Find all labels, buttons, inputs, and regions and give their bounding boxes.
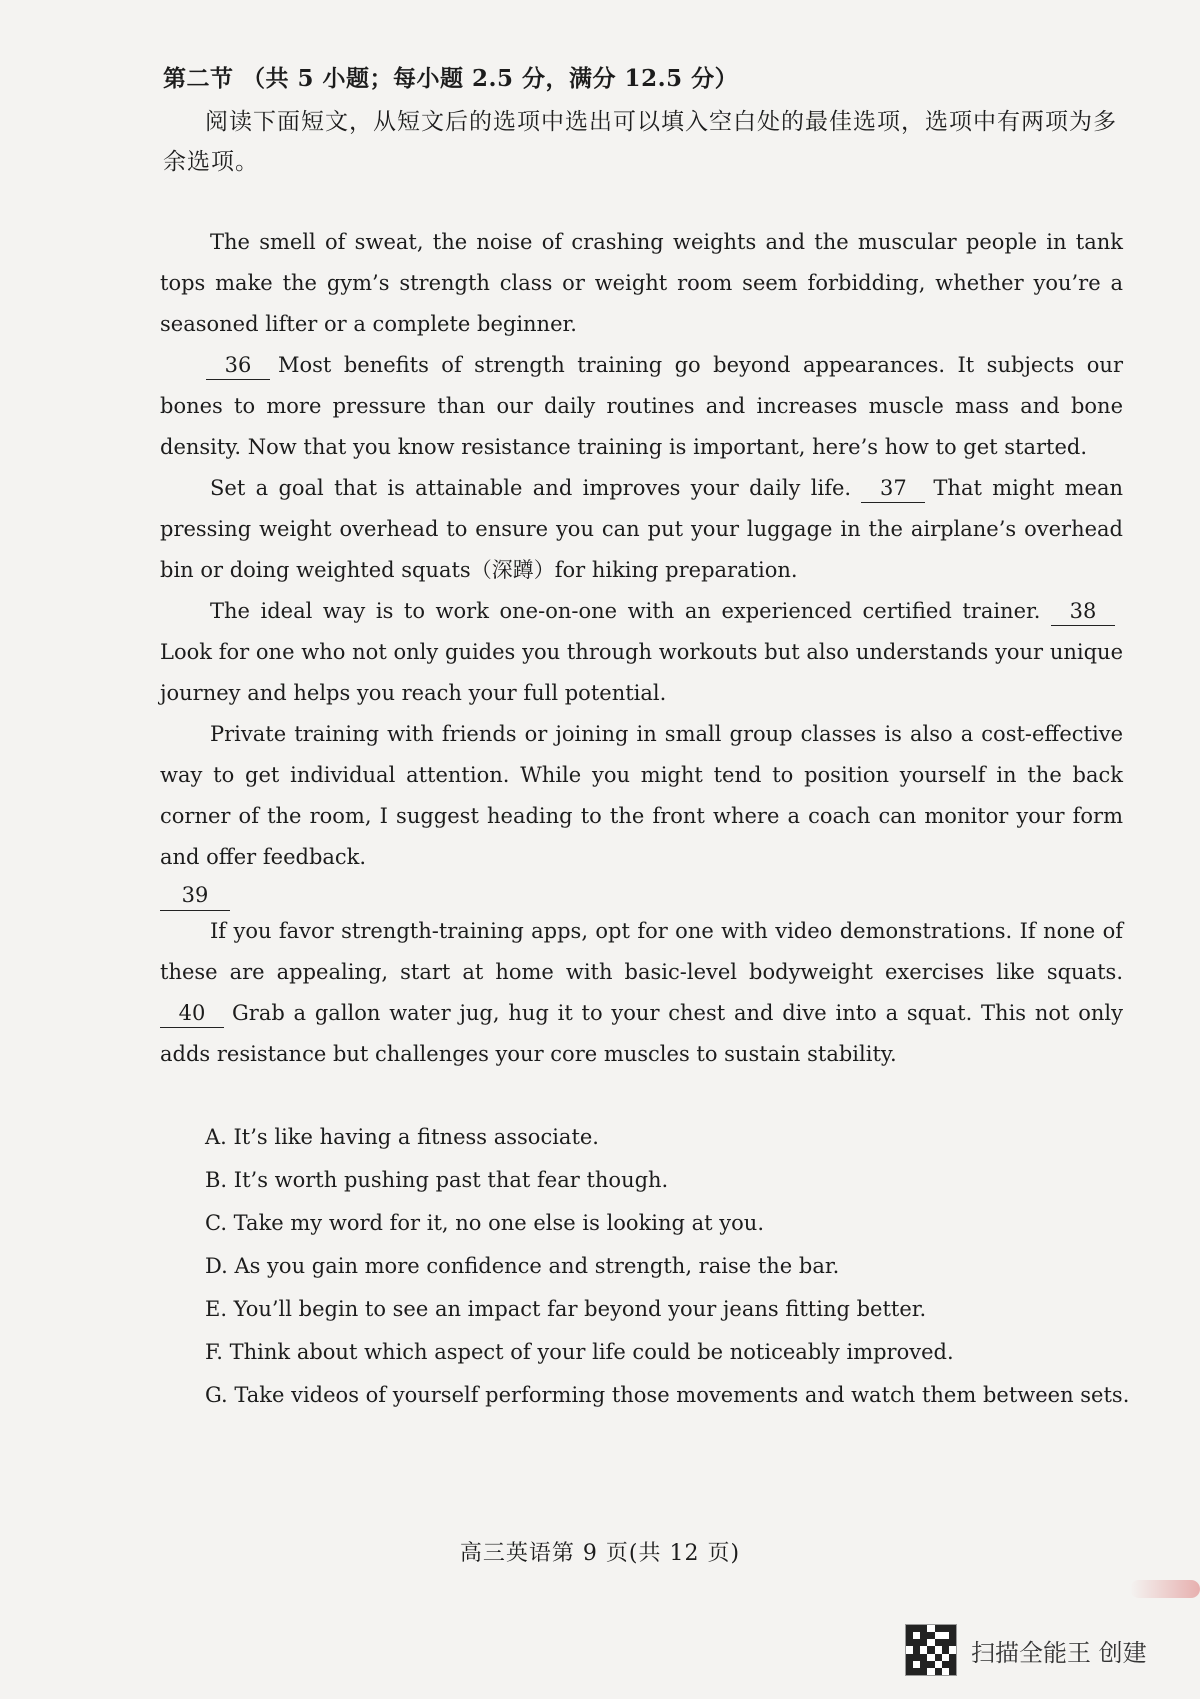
paragraph-1: The smell of sweat, the noise of crashing weights and the muscular people in tank tops make the gym’s strength class or weight room seem forbidding, whether you’re a seasoned lifter or a complete beginner. bbox=[160, 230, 1123, 336]
paragraph-2 bbox=[160, 345, 1123, 468]
option-a[interactable]: A. It’s like having a fitness associate. bbox=[205, 1125, 599, 1149]
paragraph-6-after: Grab a gallon water jug, hug it to your chest and dive into a squat. This not only adds resistance but challenges your core muscles to sustain stability. bbox=[160, 1001, 1123, 1066]
paragraph-3 bbox=[160, 468, 1123, 591]
blank-37[interactable]: 37 bbox=[861, 474, 925, 503]
paragraph-6 bbox=[160, 911, 1123, 1075]
paragraph-5 bbox=[160, 714, 1123, 911]
paragraph-3-before: Set a goal that is attainable and improves your daily life. bbox=[210, 476, 852, 500]
option-b[interactable]: B. It’s worth pushing past that fear though. bbox=[205, 1168, 669, 1192]
paragraph-4-before: The ideal way is to work one-on-one with an experienced certified trainer. bbox=[210, 599, 1041, 623]
scan-smudge bbox=[1130, 1580, 1200, 1598]
scanner-watermark bbox=[905, 1620, 1195, 1680]
section-instruction: 阅读下面短文，从短文后的选项中选出可以填入空白处的最佳选项，选项中有两项为多余选项。 bbox=[163, 109, 1117, 175]
option-f[interactable]: F. Think about which aspect of your life could be noticeably improved. bbox=[205, 1340, 954, 1364]
paragraph-5-text: Private training with friends or joining in small group classes is also a cost-effective way to get individual attention. While you might tend to position yourself in the back corner of the room, I suggest heading to the front where a coach can monitor your form and offer feedback. bbox=[160, 722, 1123, 869]
section-title: 第二节 （共 5 小题；每小题 2.5 分，满分 12.5 分） bbox=[163, 65, 739, 92]
option-c[interactable]: C. Take my word for it, no one else is looking at you. bbox=[205, 1211, 764, 1235]
paragraph-4 bbox=[160, 591, 1123, 714]
blank-39[interactable]: 39 bbox=[160, 880, 230, 911]
paragraph-6-before: If you favor strength-training apps, opt for one with video demonstrations. If none of these are appealing, start at home with basic-level bodyweight exercises like squats. bbox=[160, 919, 1123, 984]
scanner-label: 扫描全能王 创建 bbox=[971, 1638, 1147, 1667]
option-g[interactable]: G. Take videos of yourself performing those movements and watch them between sets. bbox=[205, 1383, 1130, 1407]
blank-38[interactable]: 38 bbox=[1051, 597, 1115, 626]
option-d[interactable]: D. As you gain more confidence and strength, raise the bar. bbox=[205, 1254, 840, 1278]
page-footer: 高三英语第 9 页(共 12 页) bbox=[459, 1541, 741, 1566]
paragraph-3-after: That might mean pressing weight overhead to ensure you can put your luggage in the airplane’s overhead bin or doing weighted squats（深蹲）for hiking preparation. bbox=[160, 476, 1124, 582]
option-e[interactable]: E. You’ll begin to see an impact far beyond your jeans fitting better. bbox=[205, 1297, 927, 1321]
reading-passage bbox=[160, 222, 1123, 1075]
blank-40[interactable]: 40 bbox=[160, 999, 224, 1028]
answer-options bbox=[205, 1116, 1130, 1417]
blank-36[interactable]: 36 bbox=[206, 351, 270, 380]
paragraph-2-text: Most benefits of strength training go beyond appearances. It subjects our bones to more pressure than our daily routines and increases muscle mass and bone density. Now that you know resistance training is important, here’s how to get started. bbox=[160, 353, 1123, 459]
qr-code-icon bbox=[905, 1624, 957, 1676]
paragraph-4-after: Look for one who not only guides you through workouts but also understands your unique journey and helps you reach your full potential. bbox=[160, 640, 1123, 705]
